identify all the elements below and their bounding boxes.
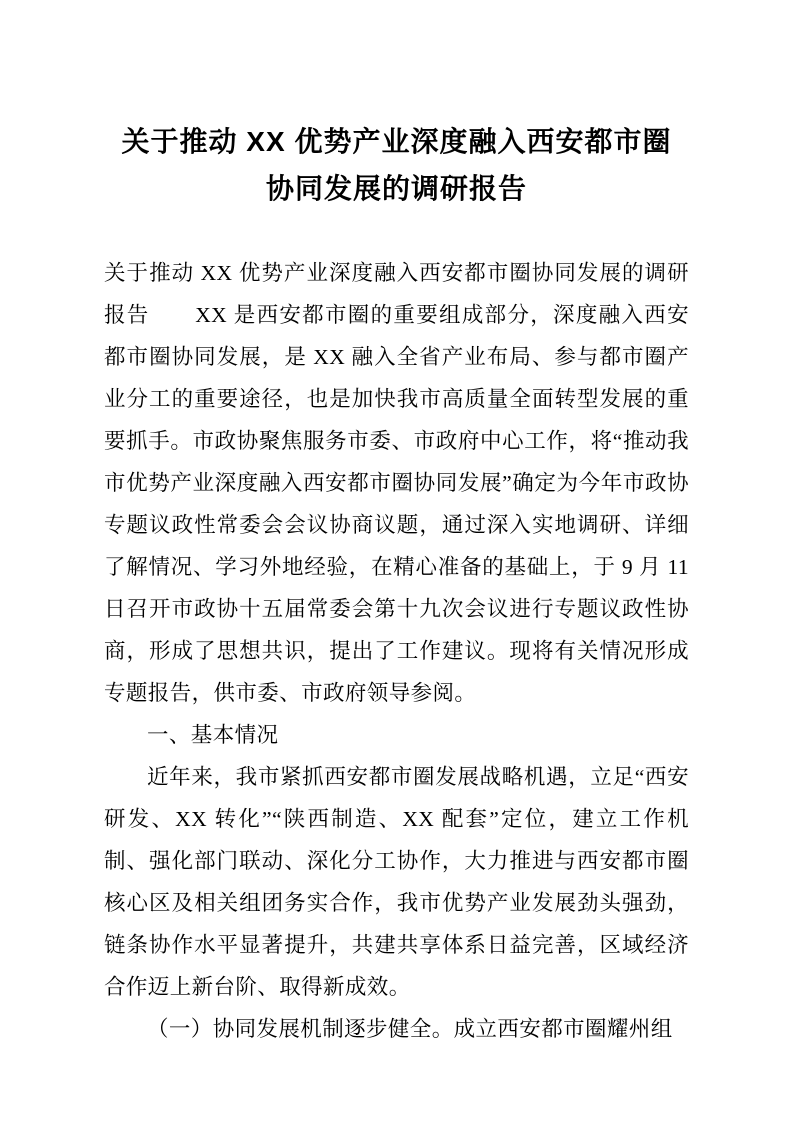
document-title-line-1: 关于推动 XX 优势产业深度融入西安都市圈 xyxy=(121,126,672,157)
section-heading-basic-situation: 一、基本情况 xyxy=(147,723,279,747)
paragraph-introduction: 关于推动 XX 优势产业深度融入西安都市圈协同发展的调研报告 XX 是西安都市圈的重要组成部分，深度融入西安都市圈协同发展，是 XX 融入全省产业布局、参与都市圈产业分工的重要途径，也是加快我市高质量全面转型发展的重要抓手。市政协聚焦服务市委、市政府中心工作，将“推动我市优势产业深度融入西安都市圈协同发展”确定为今年市政协专题议政性常委会会议协商议题，通过深入实地调研、详细了解情况、学习外地经验，在精心准备的基础上，于 9 月 11 日召开市政协十五届常委会第十九次会议进行专题议政性协商，形成了思想共识，提出了工作建议。现将有关情况形成专题报告，供市委、市政府领导参阅。 xyxy=(104,261,689,705)
document-content xyxy=(104,0,689,1050)
paragraph-subsection-coordination-mechanism: （一）协同发展机制逐步健全。成立西安都市圈耀州组 xyxy=(147,1017,673,1041)
document-title-line-2: 协同发展的调研报告 xyxy=(265,173,527,204)
paragraph-recent-years: 近年来，我市紧抓西安都市圈发展战略机遇，立足“西安研发、XX 转化”“陕西制造、XX 配套”定位，建立工作机制、强化部门联动、深化分工协作，大力推进与西安都市圈核心区及相关组团务实合作，我市优势产业发展劲头强劲，链条协作水平显著提升，共建共享体系日益完善，区域经济合作迈上新台阶、取得新成效。 xyxy=(104,765,689,999)
document-title xyxy=(104,118,689,212)
